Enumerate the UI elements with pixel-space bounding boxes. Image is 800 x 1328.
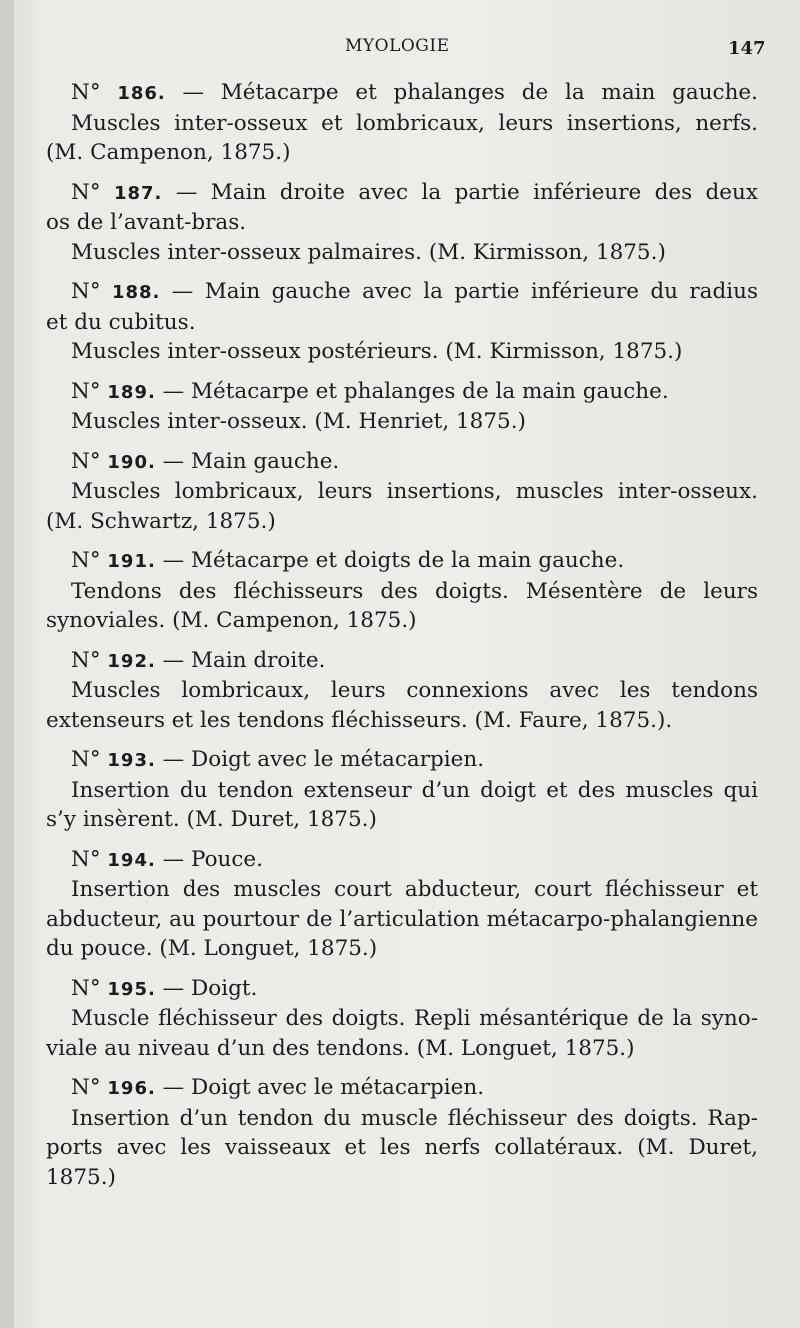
entry-text: — Doigt avec le métacarpien. (162, 747, 485, 772)
entry-text: os de l’avant-bras. (46, 210, 247, 235)
entry-number-label: N° (71, 548, 101, 573)
entry-text: et du cubitus. (46, 309, 196, 335)
entry-heading-line (46, 277, 758, 308)
entry-number-label: N° (71, 80, 101, 105)
entry-text: viale au niveau d’un des tendons. (M. Longuet, 1875.) (46, 1035, 635, 1061)
entry-heading-line (46, 845, 758, 876)
entry-number: 194. (107, 849, 156, 871)
entry-number-label: N° (71, 179, 101, 205)
entry-text: synoviales. (M. Campenon, 1875.) (46, 608, 417, 633)
entry-text: — Main gauche. (162, 448, 340, 474)
entry-heading-line (46, 546, 758, 577)
entry-text: Insertion du tendon extenseur d’un doigt et des muscles qui (71, 777, 758, 803)
entry-text: Muscles inter-osseux palmaires. (M. Kirmisson, 1875.) (71, 239, 666, 265)
entry-number: 186. (117, 83, 166, 104)
entry-heading-line (46, 447, 758, 478)
entry-text: Tendons des fléchisseurs des doigts. Mésentère de leurs (71, 578, 758, 604)
entry-number: 190. (107, 451, 156, 473)
page-number: 147 (728, 38, 766, 59)
entry-heading-line (46, 1073, 758, 1104)
entry-text: Muscles lombricaux, leurs insertions, muscles inter-osseux. (71, 479, 758, 504)
entry-heading-line (46, 646, 758, 677)
entry-number-label: N° (71, 448, 101, 474)
entry-text: — Pouce. (162, 846, 263, 872)
entry-number-label: N° (71, 975, 101, 1001)
entry-number-label: N° (71, 279, 101, 304)
catalogue-entry (46, 646, 758, 736)
entry-heading-line (46, 745, 758, 776)
entry-number: 188. (111, 282, 161, 303)
entry-text: Muscles inter-osseux postérieurs. (M. Kirmisson, 1875.) (71, 339, 683, 364)
entry-number: 187. (113, 182, 163, 204)
entry-text: (M. Schwartz, 1875.) (46, 508, 276, 534)
entry-heading-line (46, 178, 758, 209)
entry-text: Muscles inter-osseux. (M. Henriet, 1875.) (71, 409, 526, 434)
entry-number: 195. (107, 978, 156, 1000)
entry-number: 192. (107, 650, 156, 672)
entry-text: (M. Campenon, 1875.) (46, 140, 291, 165)
running-title: MYOLOGIE (345, 36, 450, 56)
entry-text: Muscle fléchisseur des doigts. Repli mésantérique de la syno- (71, 1006, 758, 1031)
entry-text: — Main droite. (162, 647, 326, 673)
entry-text: — Main gauche avec la partie inférieure du radius (171, 279, 758, 304)
entry-text: — Métacarpe et phalanges de la main gauche. (182, 80, 758, 105)
entry-text: — Métacarpe et doigts de la main gauche. (162, 548, 625, 573)
entry-text: du pouce. (M. Longuet, 1875.) (46, 936, 378, 961)
entry-number: 196. (107, 1078, 156, 1099)
catalogue-entry (46, 1073, 758, 1192)
entry-text: — Doigt. (162, 975, 258, 1001)
entry-number-label: N° (71, 647, 101, 673)
entry-text: Muscles lombricaux, leurs connexions avec les tendons (71, 678, 758, 703)
catalogue-entry (46, 745, 758, 835)
entry-number: 193. (107, 750, 156, 771)
entry-number-label: N° (71, 378, 101, 404)
entry-number: 191. (107, 551, 156, 572)
entry-text: Muscles inter-osseux et lombricaux, leurs insertions, nerfs. (71, 110, 758, 136)
entry-number-label: N° (71, 1075, 101, 1100)
entry-number: 189. (107, 381, 156, 403)
entry-text: abducteur, au pourtour de l’articulation métacarpo-phalangienne (46, 906, 758, 932)
entry-text: — Métacarpe et phalanges de la main gauche. (162, 378, 669, 404)
catalogue-entry (46, 546, 758, 636)
entry-text: — Doigt avec le métacarpien. (162, 1075, 485, 1100)
catalogue-entry (46, 377, 758, 437)
catalogue-entry (46, 447, 758, 537)
entry-text: — Main droite avec la partie inférieure des deux (175, 179, 758, 205)
catalogue-entry (46, 974, 758, 1064)
entry-heading-line (46, 377, 758, 408)
entry-heading-line (46, 974, 758, 1005)
entry-text: Insertion d’un tendon du muscle fléchisseur des doigts. Rap- (71, 1105, 758, 1131)
entry-number-label: N° (71, 747, 101, 772)
entry-number-label: N° (71, 846, 101, 872)
catalogue-entry (46, 277, 758, 367)
entry-heading-line (46, 78, 758, 109)
running-head (0, 36, 800, 60)
entry-text: extenseurs et les tendons fléchisseurs. (M. Faure, 1875.). (46, 707, 673, 733)
catalogue-entry (46, 845, 758, 964)
entry-text: Insertion des muscles court abducteur, court fléchisseur et (71, 877, 758, 902)
entry-text: 1875.) (46, 1164, 116, 1190)
page-gutter (0, 0, 14, 1328)
catalogue-entry (46, 78, 758, 168)
catalogue-entry (46, 178, 758, 268)
catalogue-entries (46, 78, 758, 1202)
entry-text: ports avec les vaisseaux et les nerfs collatéraux. (M. Duret, (46, 1135, 758, 1160)
entry-text: s’y insèrent. (M. Duret, 1875.) (46, 807, 377, 832)
